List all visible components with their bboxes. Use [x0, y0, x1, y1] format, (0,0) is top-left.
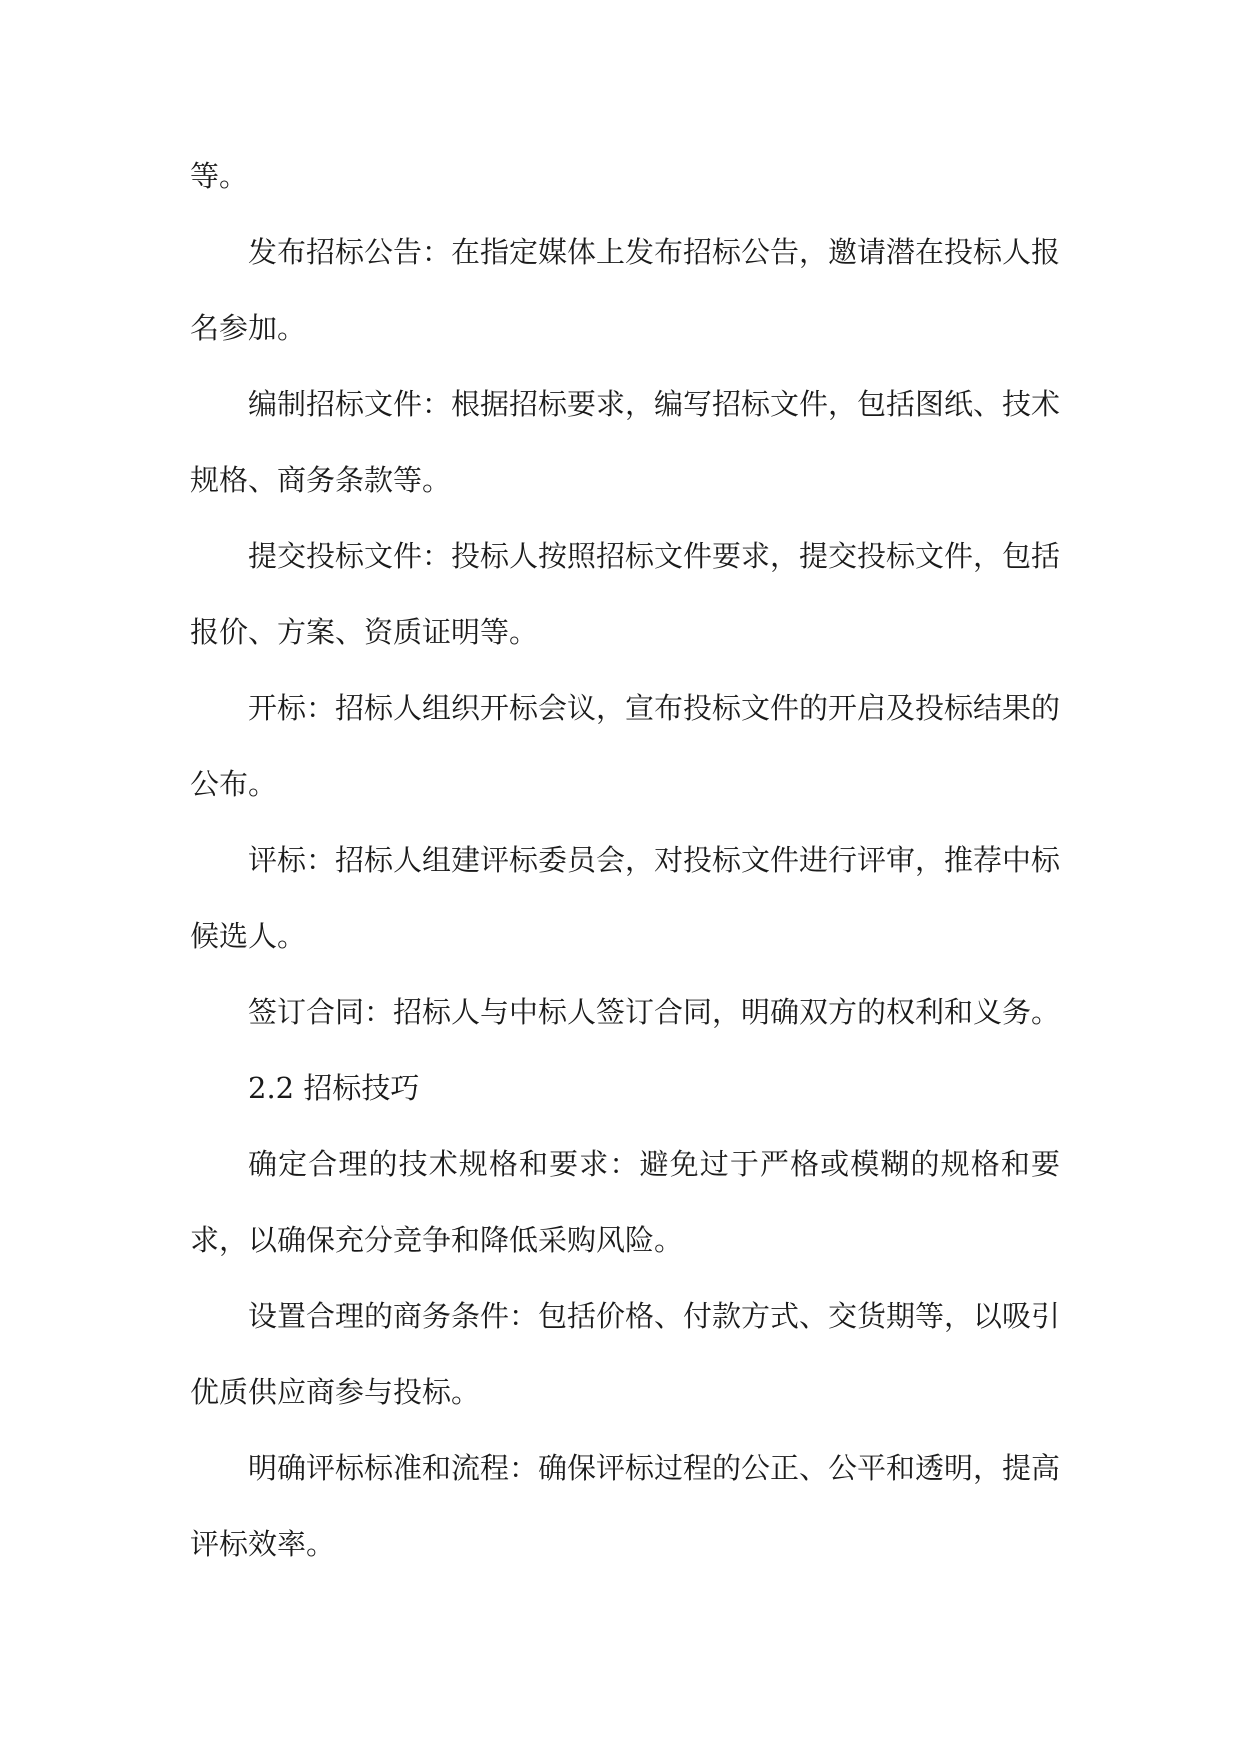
paragraph-sign-contract: 签订合同：招标人与中标人签订合同，明确双方的权利和义务。: [248, 995, 1061, 1029]
paragraph-bid-opening: 开标：招标人组织开标会议，宣布投标文件的开启及投标结果的公布。: [190, 691, 1061, 801]
paragraph-technical-specs: 确定合理的技术规格和要求：避免过于严格或模糊的规格和要求，以确保充分竞争和降低采购风险。: [190, 1147, 1060, 1257]
paragraph-prepare-documents: 编制招标文件：根据招标要求，编写招标文件，包括图纸、技术规格、商务条款等。: [190, 387, 1061, 497]
paragraph-commercial-terms: 设置合理的商务条件：包括价格、付款方式、交货期等，以吸引优质供应商参与投标。: [190, 1299, 1061, 1409]
document-body: [190, 138, 1060, 1582]
paragraph-submit-bid: 提交投标文件：投标人按照招标文件要求，提交投标文件，包括报价、方案、资质证明等。: [190, 539, 1061, 649]
paragraph-bid-evaluation: 评标：招标人组建评标委员会，对投标文件进行评审，推荐中标候选人。: [190, 843, 1061, 953]
paragraph-continuation: 等。: [190, 159, 249, 193]
paragraph-publish-notice: 发布招标公告：在指定媒体上发布招标公告，邀请潜在投标人报名参加。: [190, 235, 1061, 345]
section-heading: 2.2 招标技巧: [248, 1071, 420, 1105]
paragraph-evaluation-criteria: 明确评标标准和流程：确保评标过程的公正、公平和透明，提高评标效率。: [190, 1451, 1061, 1561]
